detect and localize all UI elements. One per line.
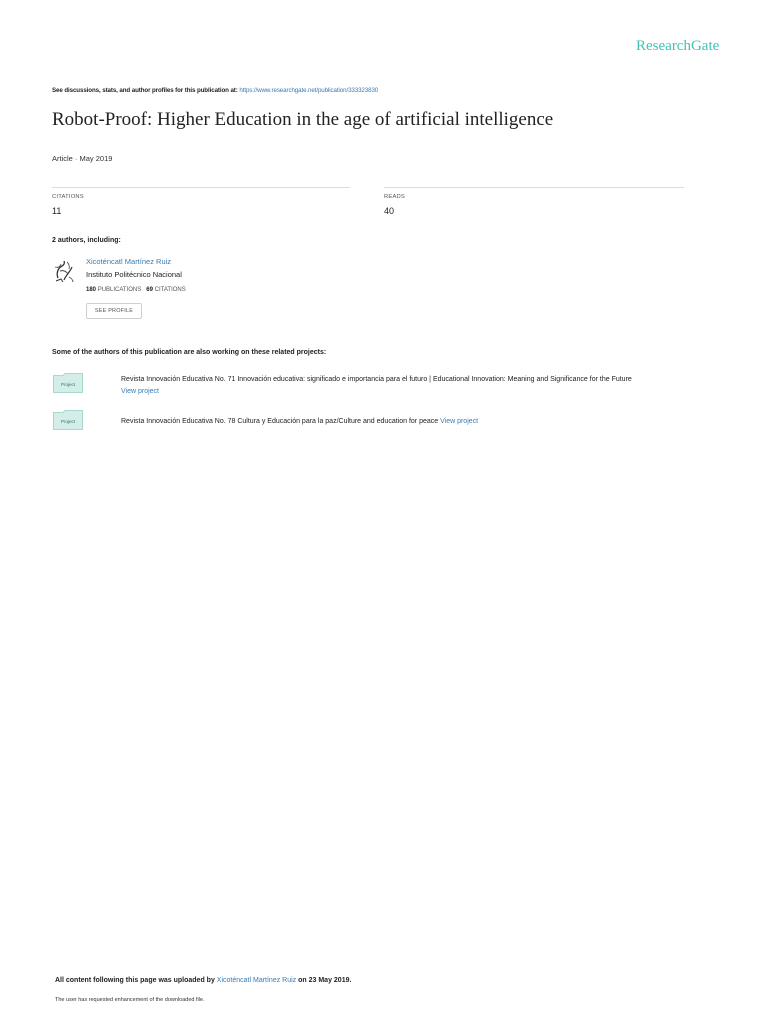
citations-label: CITATIONS [52,194,84,200]
publication-title: Robot-Proof: Higher Education in the age of artificial intelligence [52,109,554,130]
author-avatar[interactable] [52,258,76,284]
see-discussions-line [52,87,378,94]
see-profile-button[interactable]: SEE PROFILE [86,303,142,319]
upload-suffix: on 23 May 2019. [296,977,352,984]
author-publications-count: 180 [86,287,97,293]
project-thumb-label: Project [60,419,76,424]
project-item [121,416,478,428]
author-avatar-drawing-icon [52,258,76,284]
article-type-date: Article · May 2019 [52,154,113,163]
author-citations-label: CITATIONS [154,287,186,293]
author-publications-label: PUBLICATIONS [97,287,142,293]
project-thumbnail[interactable] [53,410,83,430]
view-project-link[interactable]: View project [121,388,160,395]
project-thumbnail[interactable] [53,373,83,393]
reads-label: READS [384,194,405,200]
project-thumb-label: Project [60,382,76,387]
project-folder-icon [53,410,83,430]
author-name-link[interactable]: Xicoténcatl Martínez Ruiz [86,257,172,266]
related-projects-heading: Some of the authors of this publication are also working on these related projects: [52,349,327,356]
project-folder-icon [53,373,83,393]
publication-url-link[interactable]: https://www.researchgate.net/publication/333323830 [239,87,379,94]
project-title: Revista Innovación Educativa No. 78 Cultura y Educación para la paz/Culture and education for peace [121,418,439,425]
uploader-link[interactable]: Xicoténcatl Martínez Ruiz [216,977,297,984]
citations-divider [52,187,350,188]
project-title: Revista Innovación Educativa No. 71 Innovación educativa: significado e importancia para el futuro | Educational Innovation: Meaning and Significance for the Future [121,376,632,383]
author-citations-count: 69 [146,287,153,293]
view-project-link[interactable]: View project [440,418,479,425]
upload-prefix: All content following this page was uploaded by [55,977,217,984]
citations-value: 11 [52,206,62,216]
author-stats [86,287,186,293]
see-discussions-text: See discussions, stats, and author profiles for this publication at: [52,87,240,94]
author-institution: Instituto Politécnico Nacional [86,270,182,279]
researchgate-logo[interactable]: ResearchGate [636,38,720,54]
reads-value: 40 [384,206,395,216]
upload-note [55,977,351,984]
reads-divider [384,187,684,188]
project-item [121,374,632,398]
enhancement-note: The user has requested enhancement of the downloaded file. [55,997,205,1003]
authors-heading: 2 authors, including: [52,237,121,244]
